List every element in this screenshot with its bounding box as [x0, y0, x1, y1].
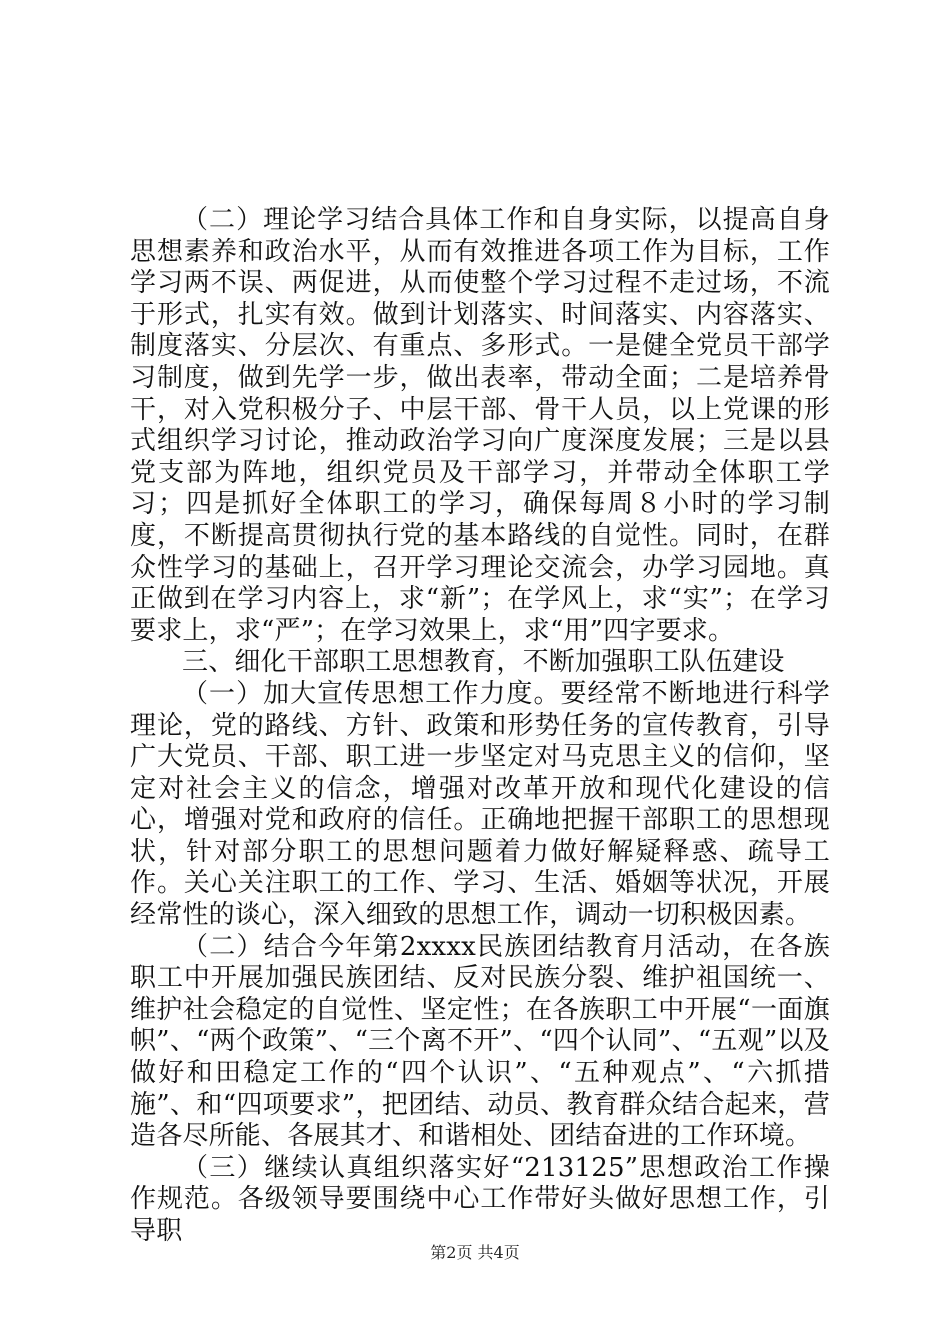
- paragraph-work-standard: （三）继续认真组织落实好“213125”思想政治工作操作规范。各级领导要围绕中心工作带好头做好思想工作，引导职: [130, 1152, 830, 1246]
- paragraph-propaganda: （一）加大宣传思想工作力度。要经常不断地进行科学理论，党的路线、方针、政策和形势任务的宣传教育，引导广大党员、干部、职工进一步坚定对马克思主义的信仰，坚定对社会主义的信念，增强对改革开放和现代化建设的信心，增强对党和政府的信任。正确地把握干部职工的思想现状，针对部分职工的思想问题着力做好解疑释惑、疏导工作。关心关注职工的工作、学习、生活、婚姻等状况，开展经常性的谈心，深入细致的思想工作，调动一切积极因素。: [130, 678, 830, 931]
- paragraph-ethnic-unity: （二）结合今年第2xxxx民族团结教育月活动，在各族职工中开展加强民族团结、反对民族分裂、维护祖国统一、维护社会稳定的自觉性、坚定性；在各族职工中开展“一面旗帜”、“两个政策”、“三个离不开”、“四个认同”、“五观”以及做好和田稳定工作的“四个认识”、“五种观点”、“六抓措施”、和“四项要求”，把团结、动员、教育群众结合起来，营造各尽所能、各展其才、和谐相处、团结奋进的工作环境。: [130, 931, 830, 1152]
- page-footer: 第2页 共4页: [430, 1243, 520, 1262]
- document-body: [130, 205, 830, 1248]
- paragraph-theory-study: （二）理论学习结合具体工作和自身实际，以提高自身思想素养和政治水平，从而有效推进各项工作为目标，工作学习两不误、两促进，从而使整个学习过程不走过场，不流于形式，扎实有效。做到计划落实、时间落实、内容落实、制度落实、分层次、有重点、多形式。一是健全党员干部学习制度，做到先学一步，做出表率，带动全面；二是培养骨干，对入党积极分子、中层干部、骨干人员，以上党课的形式组织学习讨论，推动政治学习向广度深度发展；三是以县党支部为阵地，组织党员及干部学习，并带动全体职工学习；四是抓好全体职工的学习，确保每周８小时的学习制度，不断提高贯彻执行党的基本路线的自觉性。同时，在群众性学习的基础上，召开学习理论交流会，办学习园地。真正做到在学习内容上，求“新”；在学风上，求“实”；在学习要求上，求“严”；在学习效果上，求“用”四字要求。: [130, 205, 830, 646]
- section-heading-three: 三、细化干部职工思想教育，不断加强职工队伍建设: [182, 647, 785, 678]
